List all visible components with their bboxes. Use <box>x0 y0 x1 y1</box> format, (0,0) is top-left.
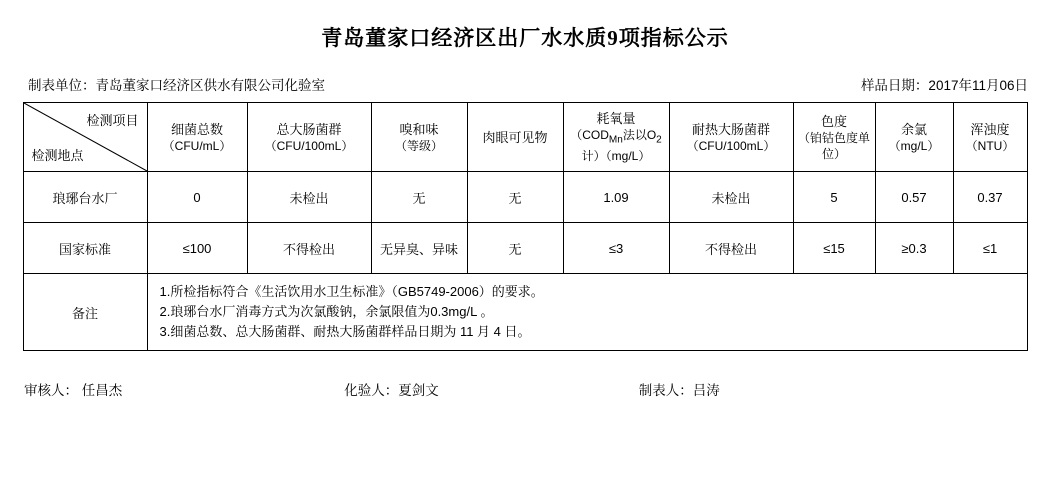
column-header-chroma-name: 色度 <box>820 113 847 129</box>
cell-plant-coliform: 未检出 <box>247 172 371 223</box>
column-header-cod <box>563 103 669 172</box>
cell-plant-cod: 1.09 <box>563 172 669 223</box>
column-header-bacteria <box>147 103 247 172</box>
column-header-visible-matter-name: 肉眼可见物 <box>482 129 548 145</box>
remark-line-2: 2.琅琊台水厂消毒方式为次氯酸钠，余氯限值为0.3mg/L 。 <box>159 304 494 319</box>
column-header-thermotolerant-coliform-name: 耐热大肠菌群 <box>691 121 770 137</box>
column-header-turbidity-unit: （NTU） <box>965 138 1015 153</box>
column-header-thermotolerant-coliform <box>669 103 793 172</box>
table-row <box>23 223 1027 274</box>
table-remark-row <box>23 274 1027 351</box>
maker-unit-label: 制表单位：青岛董家口经济区供水有限公司化验室 <box>28 78 325 93</box>
meta-row <box>0 52 1050 102</box>
column-header-residual-chlorine-name: 余氯 <box>900 121 927 137</box>
page-title: 青岛董家口经济区出厂水水质9项指标公示 <box>321 26 729 50</box>
cell-plant-odor: 无 <box>371 172 467 223</box>
maker-label: 制表人：吕涛 <box>638 383 720 398</box>
cell-plant-chroma: 5 <box>793 172 875 223</box>
header-item-label: 检测项目 <box>86 113 139 128</box>
cell-standard-cod: ≤3 <box>563 223 669 274</box>
tester-label: 化验人：夏剑文 <box>344 383 439 398</box>
cell-standard-chroma: ≤15 <box>793 223 875 274</box>
cell-plant-residual-chlorine: 0.57 <box>875 172 953 223</box>
cell-plant-thermotolerant-coliform: 未检出 <box>669 172 793 223</box>
column-header-chroma <box>793 103 875 172</box>
cell-plant-turbidity: 0.37 <box>953 172 1027 223</box>
column-header-turbidity-name: 浑浊度 <box>970 121 1010 137</box>
column-header-cod-unit2: 计）（mg/L） <box>581 149 651 164</box>
cell-standard-coliform: 不得检出 <box>247 223 371 274</box>
column-header-coliform <box>247 103 371 172</box>
remark-line-3: 3.细菌总数、总大肠菌群、耐热大肠菌群样品日期为 11 月 4 日。 <box>159 324 531 339</box>
column-header-coliform-unit: （CFU/100mL） <box>264 138 354 153</box>
water-quality-table <box>23 102 1028 351</box>
cell-standard-bacteria: ≤100 <box>147 223 247 274</box>
header-location-label: 检测地点 <box>31 148 84 163</box>
column-header-cod-unit: （$COD_{Mn}$法以$O_2$ <box>570 127 662 146</box>
cell-standard-odor: 无异臭、异味 <box>371 223 467 274</box>
cell-plant-visible-matter: 无 <box>467 172 563 223</box>
sample-date-label: 样品日期：2017年11月06日 <box>860 78 1028 93</box>
remark-line-1: 1.所检指标符合《生活饮用水卫生标准》（GB5749-2006）的要求。 <box>159 284 544 299</box>
row-label-plant: 琅琊台水厂 <box>23 172 147 223</box>
column-header-odor-unit: （等级） <box>394 138 443 153</box>
signature-row <box>0 351 1050 399</box>
table-row <box>23 172 1027 223</box>
column-header-bacteria-unit: （CFU/mL） <box>162 138 232 153</box>
header-corner-cell <box>23 103 147 172</box>
column-header-visible-matter <box>467 103 563 172</box>
column-header-chroma-unit: （铂钴色度单位） <box>797 130 870 161</box>
column-header-coliform-name: 总大肠菌群 <box>276 121 342 137</box>
column-header-cod-name: 耗氧量 <box>596 110 636 126</box>
cell-standard-visible-matter: 无 <box>467 223 563 274</box>
table-header-row <box>23 103 1027 172</box>
cell-standard-residual-chlorine: ≥0.3 <box>875 223 953 274</box>
cell-plant-bacteria: 0 <box>147 172 247 223</box>
column-header-residual-chlorine <box>875 103 953 172</box>
remark-content <box>147 274 1027 351</box>
remark-label: 备注 <box>23 274 147 351</box>
cell-standard-thermotolerant-coliform: 不得检出 <box>669 223 793 274</box>
column-header-odor-name: 嗅和味 <box>399 121 439 137</box>
column-header-turbidity <box>953 103 1027 172</box>
column-header-odor <box>371 103 467 172</box>
column-header-thermotolerant-coliform-unit: （CFU/100mL） <box>686 138 776 153</box>
row-label-national-standard: 国家标准 <box>23 223 147 274</box>
column-header-bacteria-name: 细菌总数 <box>170 121 223 137</box>
auditor-label: 审核人： 任昌杰 <box>24 383 123 398</box>
cell-standard-turbidity: ≤1 <box>953 223 1027 274</box>
column-header-residual-chlorine-unit: （mg/L） <box>888 138 940 153</box>
